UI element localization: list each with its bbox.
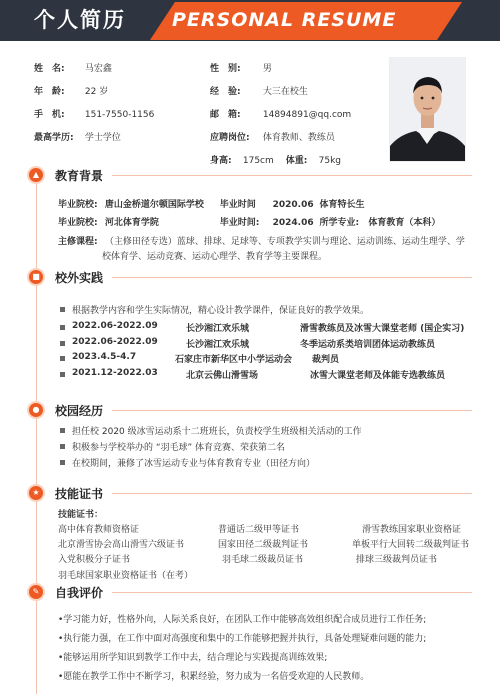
cert-item: 高中体育教师资格证: [58, 525, 140, 535]
weight-value: 75kg: [318, 156, 342, 166]
cert-item: 国家田径二级裁判证书: [218, 540, 309, 550]
job-label: 应聘岗位:: [210, 133, 250, 143]
bullet: [60, 341, 65, 346]
practice-3-date: 2023.4.5-4.7: [72, 352, 137, 362]
phone-label: 手 机:: [34, 110, 65, 120]
phone-value: 151-7550-1156: [84, 110, 155, 120]
experience-row: [210, 84, 308, 97]
section-divider: [112, 175, 472, 176]
age-row: [34, 84, 108, 97]
cert-item: 入党积极分子证书: [58, 555, 131, 565]
title-cn: 个人简历: [34, 8, 126, 32]
age-value: 22 岁: [84, 87, 109, 97]
practice-icon: ■: [27, 268, 45, 286]
height-label: 身高:: [210, 156, 232, 166]
self-item-2: •执行能力强，在工作中面对高强度和集中的工作能够把握并执行，具备处理疑难问题的能力;: [58, 634, 427, 644]
title-en: PERSONAL RESUME: [172, 9, 397, 31]
practice-2-place: 长沙湘江欢乐城: [186, 340, 250, 350]
job-row: [210, 130, 335, 143]
campus-icon: ●: [27, 401, 45, 419]
practice-4-date: 2021.12-2022.03: [72, 368, 158, 378]
practice-1-date: 2022.06-2022.09: [72, 321, 158, 331]
trophy-icon: ★: [27, 484, 45, 502]
name-value: 马宏鑫: [84, 64, 112, 74]
education-title: 教育背景: [55, 169, 104, 183]
education-row: [34, 130, 121, 143]
section-divider: [112, 592, 472, 593]
bullet: [60, 307, 65, 312]
self-item-3: •能够运用所学知识到教学工作中去，结合理论与实践提高训练效果;: [58, 653, 328, 663]
practice-intro: 根据教学内容和学生实际情况，精心设计教学课件，保证良好的教学效果。: [72, 306, 370, 316]
timeline-line: [36, 176, 37, 694]
campus-item-1: 担任校 2020 级冰雪运动系十二班班长，负责校学生班级相关活动的工作: [72, 427, 362, 437]
gender-value: 男: [262, 64, 272, 74]
gender-row: [210, 61, 272, 74]
edu-value: 学士学位: [84, 133, 121, 143]
bullet: [60, 372, 65, 377]
cert-item: 普通话二级甲等证书: [218, 525, 300, 535]
campus-item-3: 在校期间，兼修了冰雪运动专业与体育教育专业（田径方向）: [72, 459, 316, 469]
height-value: 175cm: [242, 156, 274, 166]
practice-2-role: 冬季运动系类培训团体运动教练员: [300, 340, 436, 350]
cert-item: 北京滑雪协会高山滑雪六级证书: [58, 540, 185, 550]
bullet: [60, 460, 65, 465]
phone-row: [34, 107, 154, 120]
profile-photo: [389, 57, 466, 162]
bullet: [60, 325, 65, 330]
practice-4-role: 冰雪大课堂老师及体能专选教练员: [310, 371, 446, 381]
person-avatar-icon: [390, 58, 465, 161]
cert-item: 单板平行大回转二级裁判证书: [352, 540, 470, 550]
section-divider: [112, 410, 472, 411]
practice-2-date: 2022.06-2022.09: [72, 337, 158, 347]
practice-4-place: 北京云佛山滑雪场: [186, 371, 259, 381]
courses-row: 主修课程: （主修田径专选）蓝球、排球、足球等、专项教学实训与理论、运动训练、运动生理学、学: [58, 237, 465, 247]
practice-3-place: 石家庄市新华区中小学运动会: [175, 355, 293, 365]
bullet: [60, 428, 65, 433]
email-label: 邮 箱:: [210, 110, 241, 120]
courses-row-2: 校体育学、运动竞赛、运动心理学、教育学等主要课程。: [102, 252, 328, 262]
name-label: 姓 名:: [34, 64, 65, 74]
gender-label: 性 别:: [210, 64, 241, 74]
exp-value: 大三在校生: [262, 87, 308, 97]
cert-item: 排球三级裁判员证书: [356, 555, 438, 565]
name-row: [34, 61, 112, 74]
practice-title: 校外实践: [55, 271, 104, 285]
self-item-1: •学习能力好，性格外向，人际关系良好，在团队工作中能够高效组织配合成员进行工作任务;: [58, 615, 427, 625]
certs-subtitle: 技能证书：: [58, 510, 104, 520]
campus-title: 校园经历: [55, 404, 104, 418]
practice-3-role: 裁判员: [312, 355, 340, 365]
self-item-4: •愿能在教学工作中不断学习，积累经验，努力成为一名倍受欢迎的人民教师。: [58, 672, 370, 682]
bullet: [60, 356, 65, 361]
section-divider: [112, 277, 472, 278]
certs-title: 技能证书: [55, 487, 104, 501]
weight-label: 体重:: [285, 156, 308, 166]
campus-item-2: 积极参与学校举办的 “羽毛球” 体育竞赛、荣获第二名: [72, 443, 286, 453]
email-row: [210, 107, 351, 120]
cert-item: 滑雪教练国家职业资格证: [362, 525, 462, 535]
education-icon: ▲: [27, 166, 45, 184]
section-divider: [112, 493, 472, 494]
edu-row-1: 毕业院校: 唐山金桥道尔顿国际学校 毕业时间 2020.06 体育特长生: [58, 200, 365, 210]
edu-label: 最高学历:: [34, 133, 74, 143]
body-row: [210, 153, 341, 166]
job-value: 体育教师、教练员: [262, 133, 335, 143]
email-value: 14894891@qq.com: [262, 110, 352, 120]
exp-label: 经 验:: [210, 87, 241, 97]
self-eval-icon: ✎: [27, 583, 45, 601]
self-title: 自我评价: [55, 586, 104, 600]
cert-item: 羽毛球二级裁员证书: [222, 555, 304, 565]
bullet: [60, 444, 65, 449]
practice-1-place: 长沙湘江欢乐城: [186, 324, 250, 334]
practice-1-role: 滑雪教练员及冰雪大课堂老师 (国企实习): [300, 324, 465, 334]
edu-row-2: 毕业院校: 河北体育学院 毕业时间: 2024.06 所学专业: 体育教育（本科）: [58, 218, 441, 228]
age-label: 年 龄:: [34, 87, 65, 97]
cert-item: 羽毛球国家职业资格证书（在考）: [58, 571, 194, 581]
